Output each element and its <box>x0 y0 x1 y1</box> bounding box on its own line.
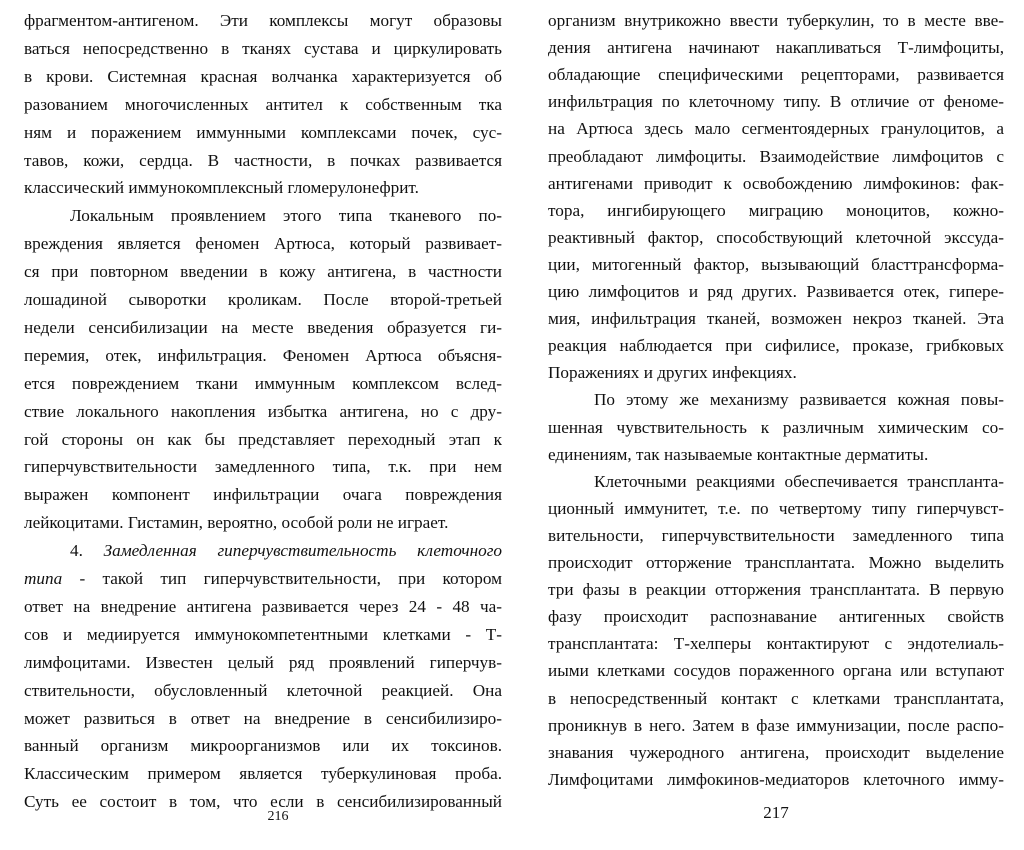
left-page <box>24 0 502 850</box>
text-line: трансплантата: Т-хелперы контактируют с эндотелиаль- <box>548 634 1004 654</box>
text-line: реактивный фактор, способствующий клеточной экссуда- <box>548 227 1004 247</box>
text-line: разованием многочисленных антител к собственным тка <box>24 94 502 114</box>
text-line: антигенами приводит к освобождению лимфокинов: фак- <box>548 173 1004 193</box>
text-line: Клеточными реакциями обеспечивается транспланта- <box>594 471 1004 491</box>
text-line: гиперчувствительности замедленного типа, т.к. при нем <box>24 457 502 477</box>
text-line: цию лимфоцитов и ряд других. Развивается отек, гипере- <box>548 282 1004 301</box>
text-line: инфильтрация по клеточному типу. В отличие от феноме- <box>548 92 1004 112</box>
page-number: 217 <box>763 803 789 822</box>
text-line: иыми клетками сосудов пораженного органа или вступают <box>548 661 1004 681</box>
text-line: реакция наблюдается при сифилисе, проказе, грибковых <box>548 336 1004 356</box>
text-line: знавания чужеродного антигена, происходит выделение <box>548 742 1004 762</box>
text-line: преобладают лимфоциты. Взаимодействие лимфоцитов с <box>548 146 1004 166</box>
text-line: ствие локального накопления избытка антигена, но с дру- <box>24 401 502 421</box>
text-line: на Артюса здесь мало сегментоядерных гранулоцитов, а <box>548 119 1004 139</box>
text-line: три фазы в реакции отторжения трансплантата. В первую <box>548 580 1004 600</box>
text-line: происходит отторжение трансплантата. Можно выделить <box>548 553 1004 572</box>
text-line: выражен компонент инфильтрации очага повреждения <box>24 485 502 505</box>
text-line: вительности, гиперчувствительности замедленного типа <box>548 525 1004 545</box>
text-line: ционный иммунитет, т.е. по четвертому типу гиперчувст- <box>548 498 1004 518</box>
text-line: сов и медиируется иммунокомпетентными клетками - Т- <box>24 624 502 644</box>
text-line: Суть ее состоит в том, что если в сенсибилизированный <box>24 792 502 812</box>
text-line: ответ на внедрение антигена развивается через 24 - 48 ча- <box>24 596 502 616</box>
text-line: вреждения является феномен Артюса, который развивает- <box>24 234 502 254</box>
section-heading-line <box>24 536 502 566</box>
text-line: проникнув в него. Затем в фазе иммунизации, после распо- <box>548 715 1004 735</box>
text-line: лимфоцитами. Известен целый ряд проявлений гиперчув- <box>24 652 502 672</box>
text-line: ции, митогенный фактор, вызывающий бласттрансформа- <box>548 254 1004 274</box>
text-line: фрагментом-антигеном. Эти комплексы могут образовы <box>24 11 502 30</box>
text-line: обладающие специфическими рецепторами, развивается <box>548 65 1004 85</box>
section-number: 4. <box>70 541 83 561</box>
text-line: организм внутрикожно ввести туберкулин, то в месте вве- <box>548 11 1004 30</box>
text-line: в непосредственный контакт с клетками трансплантата, <box>548 688 1004 708</box>
text-line: лошадиной сыворотки кроликам. После второй-третьей <box>24 290 502 309</box>
text-line: тора, ингибирующего миграцию моноцитов, кожно- <box>548 200 1004 220</box>
text-line: ствительности, обусловленный клеточной реакцией. Она <box>24 680 502 700</box>
text-line: Локальным проявлением этого типа тканевого по- <box>70 206 502 226</box>
text-line: ванный организм микроорганизмов или их токсинов. <box>24 736 502 756</box>
text-line: Поражениях и других инфекциях. <box>548 363 797 383</box>
section-text-line <box>24 564 502 594</box>
text-line: ется повреждением ткани иммунным комплексом вслед- <box>24 373 502 393</box>
page-number: 216 <box>267 809 289 824</box>
text-line: Лимфоцитами лимфокинов-медиаторов клеточного имму- <box>548 769 1004 789</box>
text-line: тавов, кожи, сердца. В частности, в почках развивается <box>24 150 502 170</box>
text-line: мия, инфильтрация тканей, возможен некроз тканей. Эта <box>548 309 1004 329</box>
text-line: недели сенсибилизации на месте введения образуется ги- <box>24 317 502 337</box>
text-line: лейкоцитами. Гистамин, вероятно, особой роли не играет. <box>24 513 449 533</box>
text-line: дения антигена начинают накапливаться Т-лимфоциты, <box>548 38 1004 58</box>
text-line: классический иммунокомплексный гломерулонефрит. <box>24 178 419 198</box>
section-title-end: типа <box>24 569 63 588</box>
text-line: ваться непосредственно в тканях сустава и циркулировать <box>24 38 502 58</box>
text-line: в крови. Системная красная волчанка характеризуется об <box>24 66 502 86</box>
text-line: По этому же механизму развивается кожная повы- <box>594 390 1004 410</box>
text-line: может развиться в ответ на внедрение в сенсибилизиро- <box>24 708 502 728</box>
text-line: Классическим примером является туберкулиновая проба. <box>24 764 502 784</box>
text-line: ся при повторном введении в кожу антигена, в частности <box>24 262 502 282</box>
section-title: Замедленная гиперчувствительность клеточного <box>103 541 502 561</box>
text-line: фазу происходит распознавание антигенных свойств <box>548 607 1004 627</box>
text-line: перемия, отек, инфильтрация. Феномен Артюса объясня- <box>24 345 502 365</box>
text-line: единениям, так называемые контактные дерматиты. <box>548 444 929 464</box>
text-line: ням и поражением иммунными комплексами почек, сус- <box>24 122 502 142</box>
right-page <box>548 0 1004 850</box>
section-text: - такой тип гиперчувствительности, при котором <box>62 569 502 588</box>
text-line: шенная чувствительность к различным химическим со- <box>548 417 1004 437</box>
text-line: гой стороны он как бы представляет переходный этап к <box>24 429 502 449</box>
